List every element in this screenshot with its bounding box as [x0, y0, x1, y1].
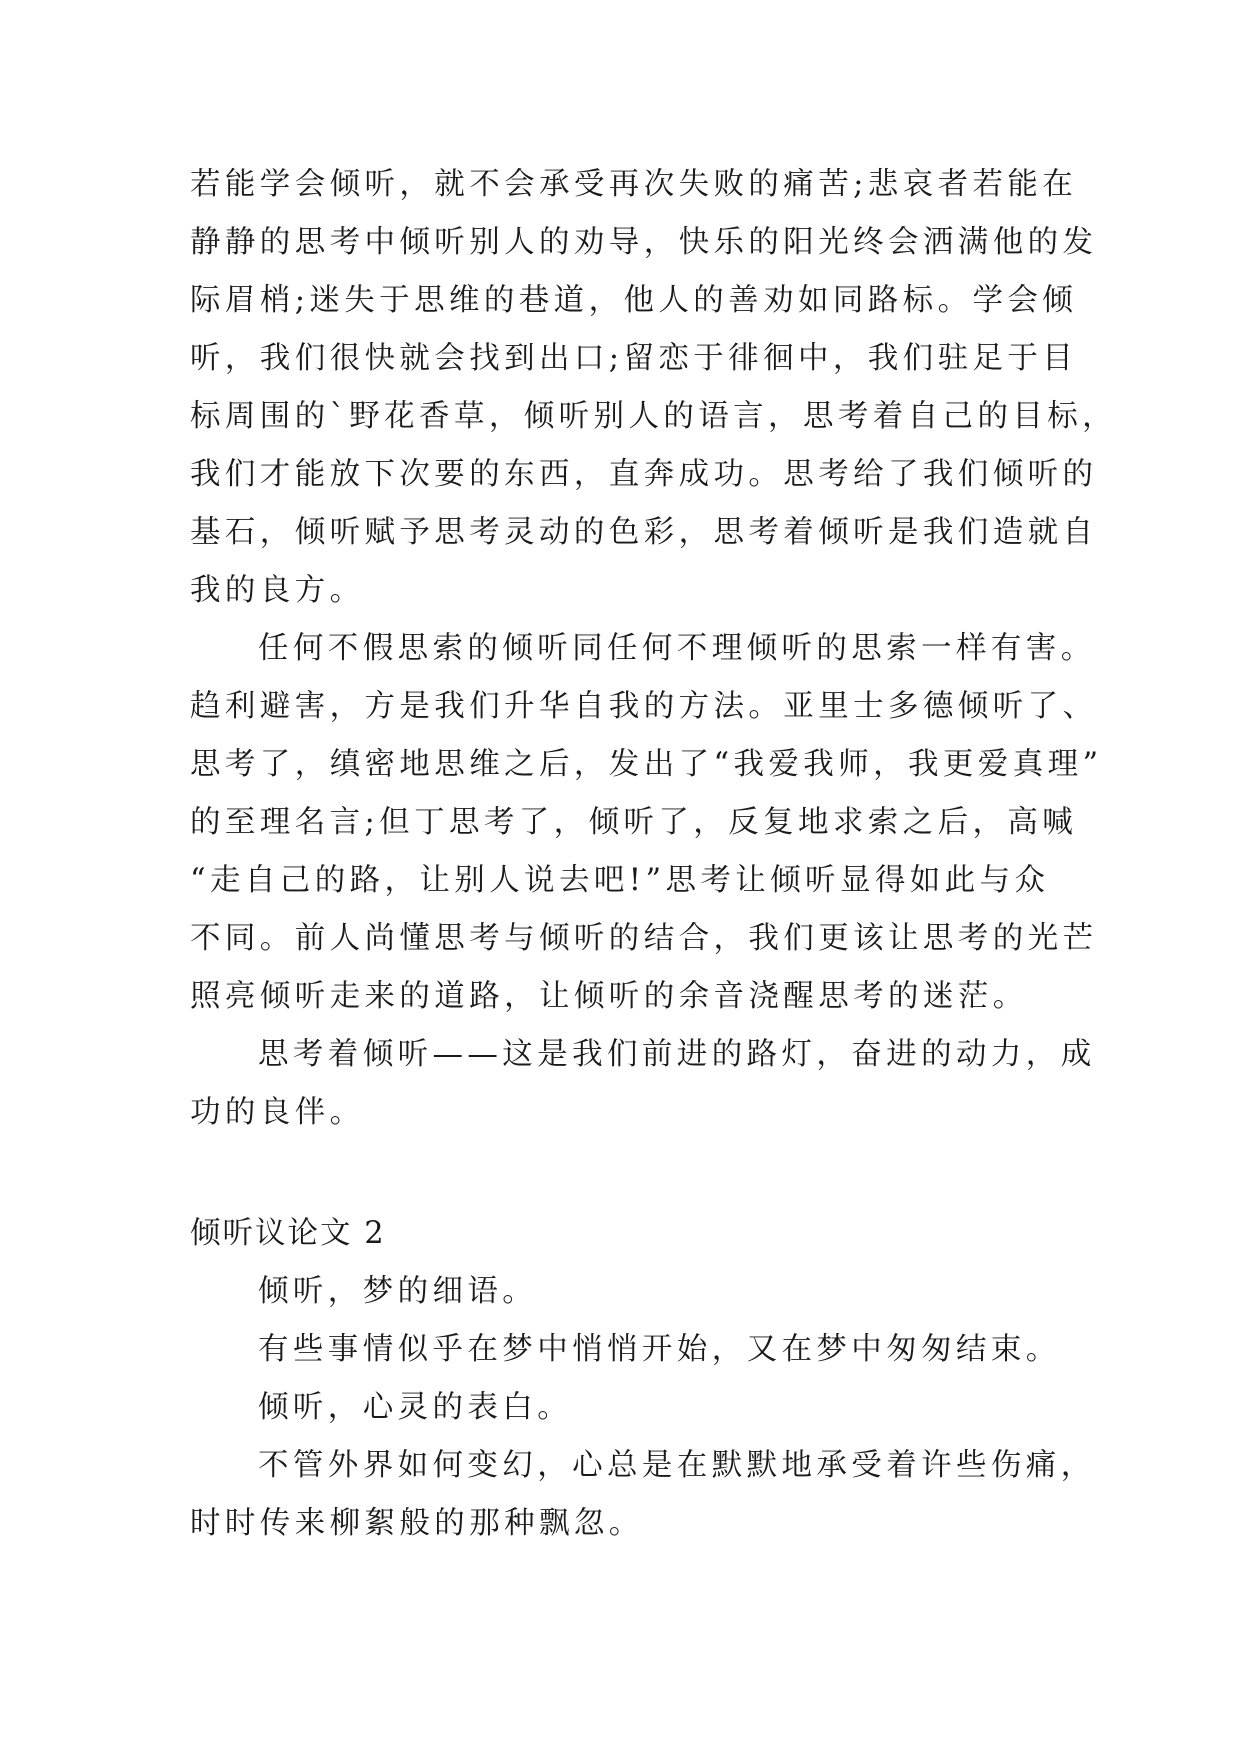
paragraph-line: “走自己的路，让别人说去吧!”思考让倾听显得如此与众 — [190, 863, 1050, 898]
section-heading: 倾听议论文 2 — [190, 1216, 386, 1251]
paragraph-line: 功的良伴。 — [190, 1095, 365, 1130]
paragraph-line: 照亮倾听走来的道路，让倾听的余音浇醒思考的迷茫。 — [190, 979, 1028, 1014]
paragraph-line: 标周围的`野花香草，倾听别人的语言，思考着自己的目标， — [190, 399, 1118, 434]
paragraph-line: 听，我们很快就会找到出口;留恋于徘徊中，我们驻足于目 — [190, 341, 1078, 376]
paragraph-line: 基石，倾听赋予思考灵动的色彩，思考着倾听是我们造就自 — [190, 515, 1098, 550]
paragraph-line: 若能学会倾听，就不会承受再次失败的痛苦;悲哀者若能在 — [190, 167, 1078, 202]
paragraph-line: 不同。前人尚懂思考与倾听的结合，我们更该让思考的光芒 — [190, 921, 1098, 956]
paragraph-line: 倾听，梦的细语。 — [258, 1274, 538, 1309]
paragraph-line: 任何不假思索的倾听同任何不理倾听的思索一样有害。 — [258, 631, 1096, 666]
paragraph-line: 思考着倾听——这是我们前进的路灯，奋进的动力，成 — [258, 1037, 1096, 1072]
paragraph-line: 倾听，心灵的表白。 — [258, 1390, 573, 1425]
paragraph-line: 我的良方。 — [190, 573, 365, 608]
paragraph-line: 思考了，缜密地思维之后，发出了“我爱我师，我更爱真理” — [190, 747, 1103, 782]
paragraph-line: 趋利避害，方是我们升华自我的方法。亚里士多德倾听了、 — [190, 689, 1098, 724]
paragraph-line: 静静的思考中倾听别人的劝导，快乐的阳光终会洒满他的发 — [190, 225, 1098, 260]
paragraph-line: 的至理名言;但丁思考了，倾听了，反复地求索之后，高喊 — [190, 805, 1078, 840]
paragraph-line: 不管外界如何变幻，心总是在默默地承受着许些伤痛， — [258, 1448, 1096, 1483]
paragraph-line: 际眉梢;迷失于思维的巷道，他人的善劝如同路标。学会倾 — [190, 283, 1078, 318]
paragraph-line: 有些事情似乎在梦中悄悄开始，又在梦中匆匆结束。 — [258, 1332, 1061, 1367]
paragraph-line: 时时传来柳絮般的那种飘忽。 — [190, 1506, 644, 1541]
paragraph-line: 我们才能放下次要的东西，直奔成功。思考给了我们倾听的 — [190, 457, 1098, 492]
